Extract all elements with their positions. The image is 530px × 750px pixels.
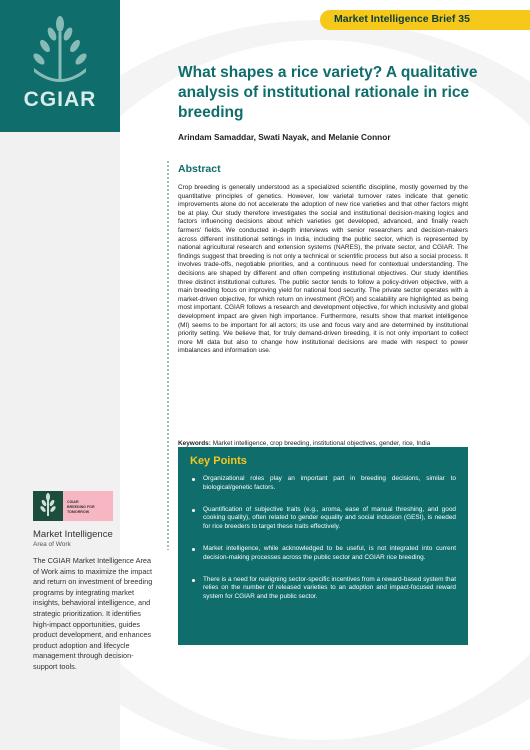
page-title: What shapes a rice variety? A qualitative analysis of institutional rationale in rice breeding bbox=[178, 64, 478, 121]
keywords-text: Market intelligence, crop breeding, institutional objectives, gender, rice, India bbox=[212, 440, 431, 447]
partner-badge-line: BREEDING FOR bbox=[67, 505, 95, 509]
area-subtitle: Area of Work bbox=[33, 541, 71, 548]
area-title: Market Intelligence bbox=[33, 529, 113, 540]
key-point-text: There is a need for realigning sector-specific incentives from a reward-based system that relies on the number of released varieties to an adoption and impact-focused reward system for CGIAR and the public sector. bbox=[203, 575, 456, 601]
key-points-box bbox=[178, 447, 468, 645]
key-point-item bbox=[190, 545, 456, 563]
area-description: The CGIAR Market Intelligence Area of Work aims to maximize the impact and return on investment of breeding programs by integrating market insights, behavioral intelligence, and strategic prioritization. It identifies high-impact opportunities, guides product development, and enhances product adoption and lifecycle management through decision-support tools. bbox=[33, 556, 153, 671]
key-points-list bbox=[190, 475, 456, 602]
brief-label bbox=[320, 10, 530, 30]
abstract-text: Crop breeding is generally understood as a specialized scientific discipline, mostly governed by the quantitative principles of genetics. However, low varietal turnover rates indicate that genetic improvements alone do not accelerate the adoption of new rice varieties and that other factors might be at play. Our study therefore investigates the social and institutional decision-making logics and factors influencing decisions about which varieties get developed, advanced, and finally reach farmers' fields. We conducted in-depth interviews with senior researchers and decision-makers across different institutional settings in India, including the public sector, which is represented by national agricultural research and extension systems (NARES), the private sector, and CGIAR. The findings suggest that breeding is not only a technical or scientific process but also a social process. It involves trade-offs, negotiable priorities, and a continuous need for contextual understanding. The decisions are shaped by different and often competing institutional objectives. Our study identifies three distinct institutional cultures. The public sector tends to follow a policy-driven objective, with a main breeding focus on improving yield for national food security. The private sector operates with a market-driven objective, for which return on investment (ROI) and scalability are highlighted as being most important. CGIAR follows a research and development objective, for which inclusivity and global development impact are given high importance. Furthermore, results show that market intelligence (MI) seems to be important for all actors; its use and focus vary and are determined by institutional priority setting. We believe that, for truly demand-driven breeding, it is not only important to collect more MI data but also to change how institutional decisions are made with respect to power imbalances and information use. bbox=[178, 184, 468, 355]
bullet-icon bbox=[192, 478, 195, 481]
bullet-icon bbox=[192, 579, 195, 582]
authors: Arindam Samaddar, Swati Nayak, and Melanie Connor bbox=[178, 132, 391, 142]
partner-logo-icon bbox=[33, 491, 63, 521]
bullet-icon bbox=[192, 548, 195, 551]
keywords-label: Keywords: bbox=[178, 440, 211, 447]
dotted-divider bbox=[166, 160, 170, 550]
key-point-text: Quantification of subjective traits (e.g., aroma, ease of manual threshing, and good cooking quality), often related to gender equality and social inclusion (GESI), is needed for rice breeders to target these traits effectively. bbox=[203, 505, 456, 531]
partner-badge-line: TOMORROW bbox=[67, 510, 90, 514]
partner-badge bbox=[63, 491, 113, 521]
key-point-text: Market intelligence, while acknowledged to be useful, is not integrated into current decision-making processes across the public sector and CGIAR rice breeding. bbox=[203, 544, 456, 561]
key-points-heading: Key Points bbox=[190, 455, 247, 467]
key-point-item bbox=[190, 576, 456, 602]
partner-badge-line: CGIAR bbox=[67, 500, 79, 504]
cgiar-logo bbox=[14, 12, 106, 124]
wheat-small-icon bbox=[33, 491, 63, 521]
key-point-item bbox=[190, 475, 456, 493]
brief-label-text: Market Intelligence Brief 35 bbox=[334, 13, 470, 25]
key-point-text: Organizational roles play an important part in breeding decisions, similar to biological/genetic factors. bbox=[203, 475, 456, 491]
wheat-icon bbox=[14, 12, 106, 86]
abstract-heading: Abstract bbox=[178, 163, 221, 175]
logo-text: CGIAR bbox=[23, 88, 97, 111]
key-point-item bbox=[190, 506, 456, 532]
bullet-icon bbox=[192, 509, 195, 512]
